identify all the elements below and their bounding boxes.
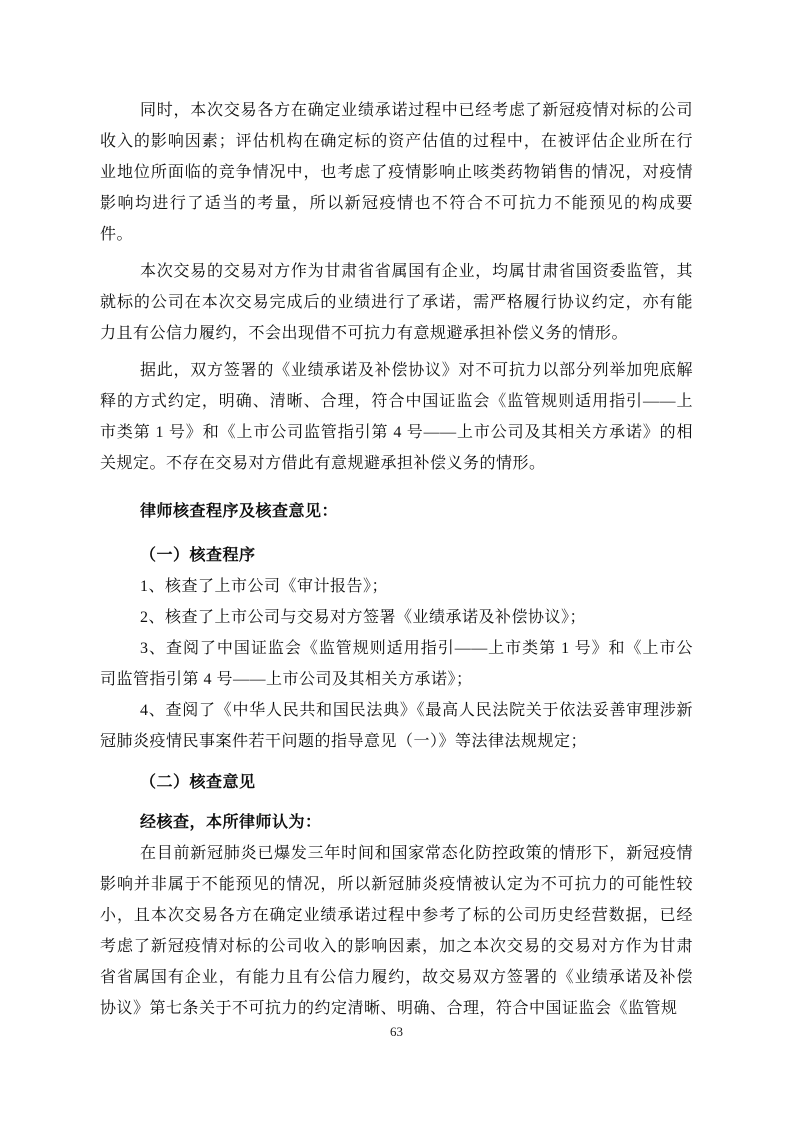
paragraph-lawyer-conclusion: 在目前新冠肺炎已爆发三年时间和国家常态化防控政策的情形下，新冠疫情影响并非属于不能预见的情况，所以新冠肺炎疫情被认定为不可抗力的可能性较小，且本次交易各方在确定业绩承诺过程中参考了标的公司历史经营数据，已经考虑了新冠疫情对标的公司收入的影响因素，加之本次交易的交易对方作为甘肃省省属国有企业，有能力且有公信力履约，故交易双方签署的《业绩承诺及补偿协议》第七条关于不可抗力的约定清晰、明确、合理，符合中国证监会《监管规 <box>100 845 693 1017</box>
heading-verification-opinion: （二）核查意见 <box>140 774 256 791</box>
paragraph-covid-consideration: 同时，本次交易各方在确定业绩承诺过程中已经考虑了新冠疫情对标的公司收入的影响因素；评估机构在确定标的资产估值的过程中，在被评估企业所在行业地位所面临的竞争情况中，也考虑了疫情影响止咳类药物销售的情况，对疫情影响均进行了适当的考量，所以新冠疫情也不符合不可抗力不能预见的构成要件。 <box>100 102 693 243</box>
list-item-civil-code: 4、查阅了《中华人民共和国民法典》《最高人民法院关于依法妥善审理涉新冠肺炎疫情民事案件若干问题的指导意见（一）》等法律法规规定； <box>100 702 693 750</box>
paragraph-agreement-compliance: 据此，双方签署的《业绩承诺及补偿协议》对不可抗力以部分列举加兜底解释的方式约定，明确、清晰、合理，符合中国证监会《监管规则适用指引——上市类第 1 号》和《上市公司监管指引第 4 号——上市公司及其相关方承诺》的相关规定。不存在交易对方借此有意规避承担补偿义务的情形。 <box>100 362 693 472</box>
list-item-audit-report: 1、核查了上市公司《审计报告》； <box>140 578 389 595</box>
list-item-csrc-guidelines: 3、查阅了中国证监会《监管规则适用指引——上市类第 1 号》和《上市公司监管指引第 4 号——上市公司及其相关方承诺》； <box>100 640 693 688</box>
heading-lawyer-verification: 律师核查程序及核查意见： <box>140 503 339 520</box>
paragraph-counterparty-soe: 本次交易的交易对方作为甘肃省省属国有企业，均属甘肃省国资委监管，其就标的公司在本次交易完成后的业绩进行了承诺，需严格履行协议约定，亦有能力且有公信力履约，不会出现借不可抗力有意规避承担补偿义务的情形。 <box>100 263 693 342</box>
page-number: 63 <box>390 1024 403 1039</box>
list-item-compensation-agreement: 2、核查了上市公司与交易对方签署《业绩承诺及补偿协议》； <box>140 609 587 626</box>
heading-verification-procedure: （一）核查程序 <box>140 547 256 564</box>
heading-lawyer-conclusion-lead: 经核查，本所律师认为： <box>140 814 322 831</box>
